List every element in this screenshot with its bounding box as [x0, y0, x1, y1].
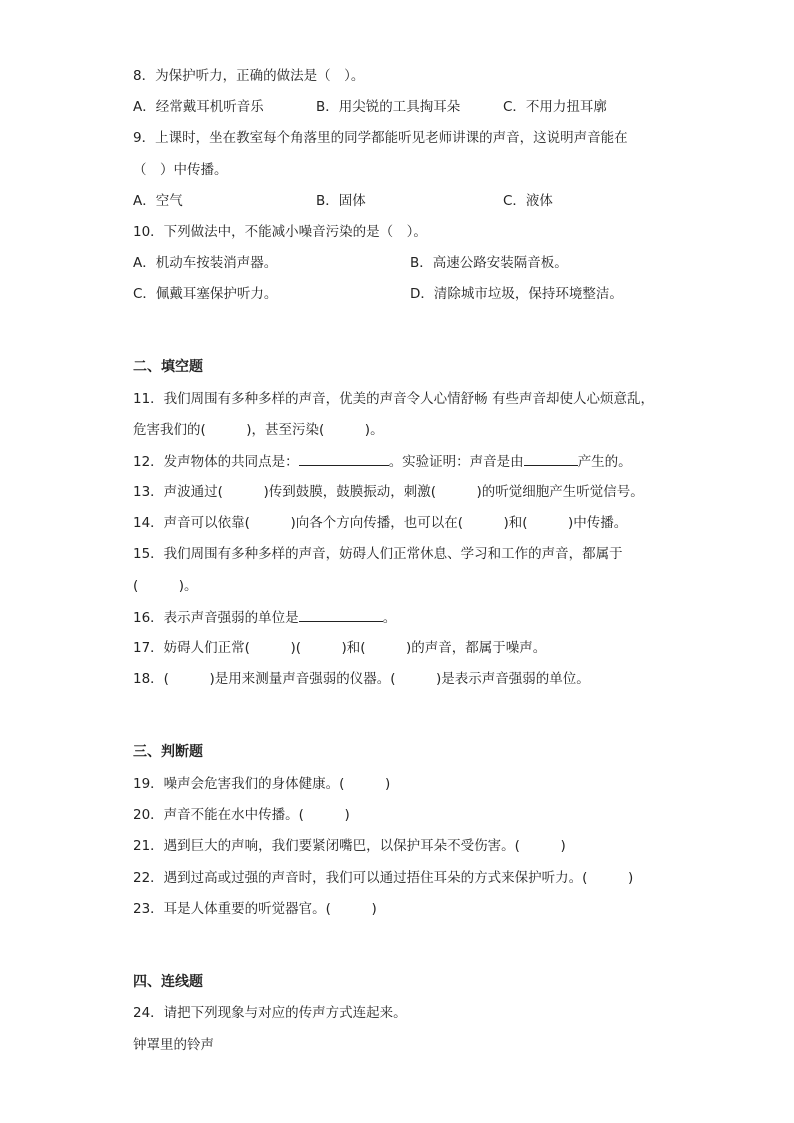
q11-line1: 11．我们周围有多种多样的声音，优美的声音令人心情舒畅 有些声音却使人心烦意乱，	[133, 391, 654, 407]
q12-part2: 。实验证明：声音是由	[388, 454, 524, 470]
q10-option-c: C．佩戴耳塞保护听力。	[133, 286, 278, 302]
q15-line2: ( )。	[133, 578, 198, 594]
q16	[133, 607, 396, 628]
q19: 19．噪声会危害我们的身体健康。( )	[133, 776, 391, 792]
q10-option-b: B．高速公路安装隔音板。	[410, 255, 568, 271]
q12-blank1	[299, 451, 389, 466]
section-heading-fill-blank: 二、填空题	[133, 359, 203, 375]
q9-stem-line2: （ ）中传播。	[133, 162, 228, 178]
q15-line1: 15．我们周围有多种多样的声音，妨碍人们正常休息、学习和工作的声音，都属于	[133, 546, 623, 562]
q21: 21．遇到巨大的声响，我们要紧闭嘴巴，以保护耳朵不受伤害。( )	[133, 838, 566, 854]
q8-option-b: B．用尖锐的工具掏耳朵	[316, 99, 461, 115]
q9-option-b: B．固体	[316, 193, 366, 209]
q20: 20．声音不能在水中传播。( )	[133, 807, 350, 823]
q12	[133, 451, 632, 472]
q8-stem: 8．为保护听力，正确的做法是（ ）。	[133, 68, 365, 84]
q23: 23．耳是人体重要的听觉器官。( )	[133, 901, 377, 917]
q17: 17．妨碍人们正常( )( )和( )的声音，都属于噪声。	[133, 640, 547, 656]
q16-part1: 16．表示声音强弱的单位是	[133, 610, 299, 626]
q12-blank2	[524, 451, 578, 466]
q11-line2: 危害我们的( )，甚至污染( )。	[133, 422, 384, 438]
q14: 14．声音可以依靠( )向各个方向传播，也可以在( )和( )中传播。	[133, 515, 628, 531]
q22: 22．遇到过高或过强的声音时，我们可以通过捂住耳朵的方式来保护听力。( )	[133, 870, 634, 886]
q12-part3: 产生的。	[577, 454, 632, 470]
q16-part2: 。	[382, 610, 397, 626]
q10-option-d: D．清除城市垃圾，保持环境整洁。	[410, 286, 623, 302]
section-heading-true-false: 三、判断题	[133, 744, 203, 760]
q10-option-a: A．机动车按装消声器。	[133, 255, 278, 271]
q18: 18．( )是用来测量声音强弱的仪器。( )是表示声音强弱的单位。	[133, 671, 590, 687]
q13: 13．声波通过( )传到鼓膜，鼓膜振动，刺激( )的听觉细胞产生听觉信号。	[133, 484, 644, 500]
q8-option-c: C．不用力扭耳廓	[503, 99, 607, 115]
q16-blank	[299, 607, 383, 622]
q9-stem-line1: 9．上课时，坐在教室每个角落里的同学都能听见老师讲课的声音，这说明声音能在	[133, 130, 628, 146]
section-heading-matching: 四、连线题	[133, 974, 203, 990]
q10-stem: 10．下列做法中，不能减小噪音污染的是（ ）。	[133, 224, 427, 240]
q8-option-a: A．经常戴耳机听音乐	[133, 99, 264, 115]
q9-option-c: C．液体	[503, 193, 553, 209]
q12-part1: 12．发声物体的共同点是：	[133, 454, 299, 470]
q9-option-a: A．空气	[133, 193, 183, 209]
q24: 24．请把下列现象与对应的传声方式连起来。	[133, 1005, 407, 1021]
matching-item-1: 钟罩里的铃声	[133, 1037, 214, 1053]
